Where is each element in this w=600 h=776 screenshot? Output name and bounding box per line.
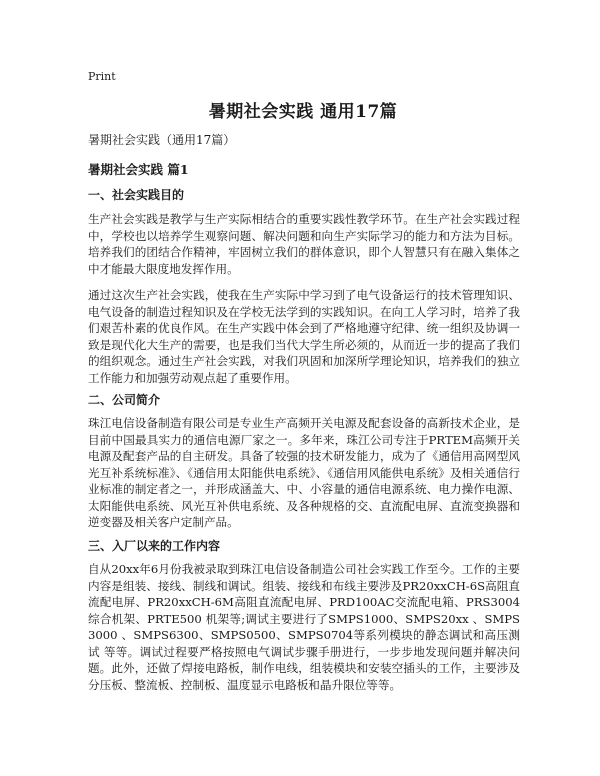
- print-link[interactable]: Print: [88, 70, 116, 83]
- paragraph-purpose-2: 通过这次生产社会实践，使我在生产实际中学习到了电气设备运行的技术管理知识、电气设备的制造过程知识及在学校无法学到的实践知识。在向工人学习时，培养了我们艰苦朴素的优良作风。在生产实践中体会到了严格地遵守纪律、统一组织及协调一致是现代化大生产的需要，也是我们当代大学生所必须的，从而近一步的提高了我们的组织观念。通过生产社会实践，对我们巩固和加深所学理论知识，培养我们的独立工作能力和加强劳动观点起了重要作用。: [88, 288, 520, 385]
- heading-purpose: 一、社会实践目的: [88, 188, 185, 202]
- paragraph-work-content: 自从20xx年6月份我被录取到珠江电信设备制造公司社会实践工作至今。工作的主要内容是组装、接线、制线和调试。组装、接线和布线主要涉及PR20xxCH-6S高阻直流配电屏、PR20xxCH-6M高阻直流配电屏、PRD100AC交流配电箱、PRS3004综合机架、PRTE500 机架等;调试主要进行了SMPS1000、SMPS20xx 、SMPS3000 、SMPS6300、SMPS0500、SMPS0704等系列模块的静态调试和高压测试 等等。调试过程要严格按照电气调试步骤手册进行，一步步地发现问题并解决问题。此外，还做了焊接电路板，制作电线，组装模块和安装空插头的工作，主要涉及分压板、整流板、控制板、温度显示电路板和晶升限位等等。: [88, 562, 520, 692]
- paragraph-company-intro: 珠江电信设备制造有限公司是专业生产高频开关电源及配套设备的高新技术企业，是目前中国最具实力的通信电源厂家之一。多年来，珠江公司专注于PRTEM高频开关电源及配套产品的自主研发。具备了较强的技术研发能力，成为了《通信用高网型风光互补系统标准》、《通信用太阳能供电系统》、《通信用风能供电系统》及相关通信行业标准的制定者之一，并形成涵盖大、中、小容量的通信电源系统、电力操作电源、太阳能供电系统、风光互补供电系统、及各种规格的交、直流配电屏、直流变换器和逆变器及相关客户定制产品。: [88, 416, 520, 529]
- paragraph-purpose-1: 生产社会实践是教学与生产实际相结合的重要实践性教学环节。在生产社会实践过程中，学校也以培养学生观察问题、解决问题和向生产实际学习的能力和方法为目标。培养我们的团结合作精神，牢固树立我们的群体意识，即个人智慧只有在融入集体之中才能最大限度地发挥作用。: [88, 212, 520, 276]
- heading-work-content: 三、入厂以来的工作内容: [88, 539, 221, 553]
- document-subtitle: 暑期社会实践（通用17篇）: [88, 133, 236, 147]
- heading-company-intro: 二、公司简介: [88, 393, 161, 407]
- page-title: 暑期社会实践 通用17篇: [208, 102, 398, 122]
- section-title: 暑期社会实践 篇1: [88, 162, 189, 177]
